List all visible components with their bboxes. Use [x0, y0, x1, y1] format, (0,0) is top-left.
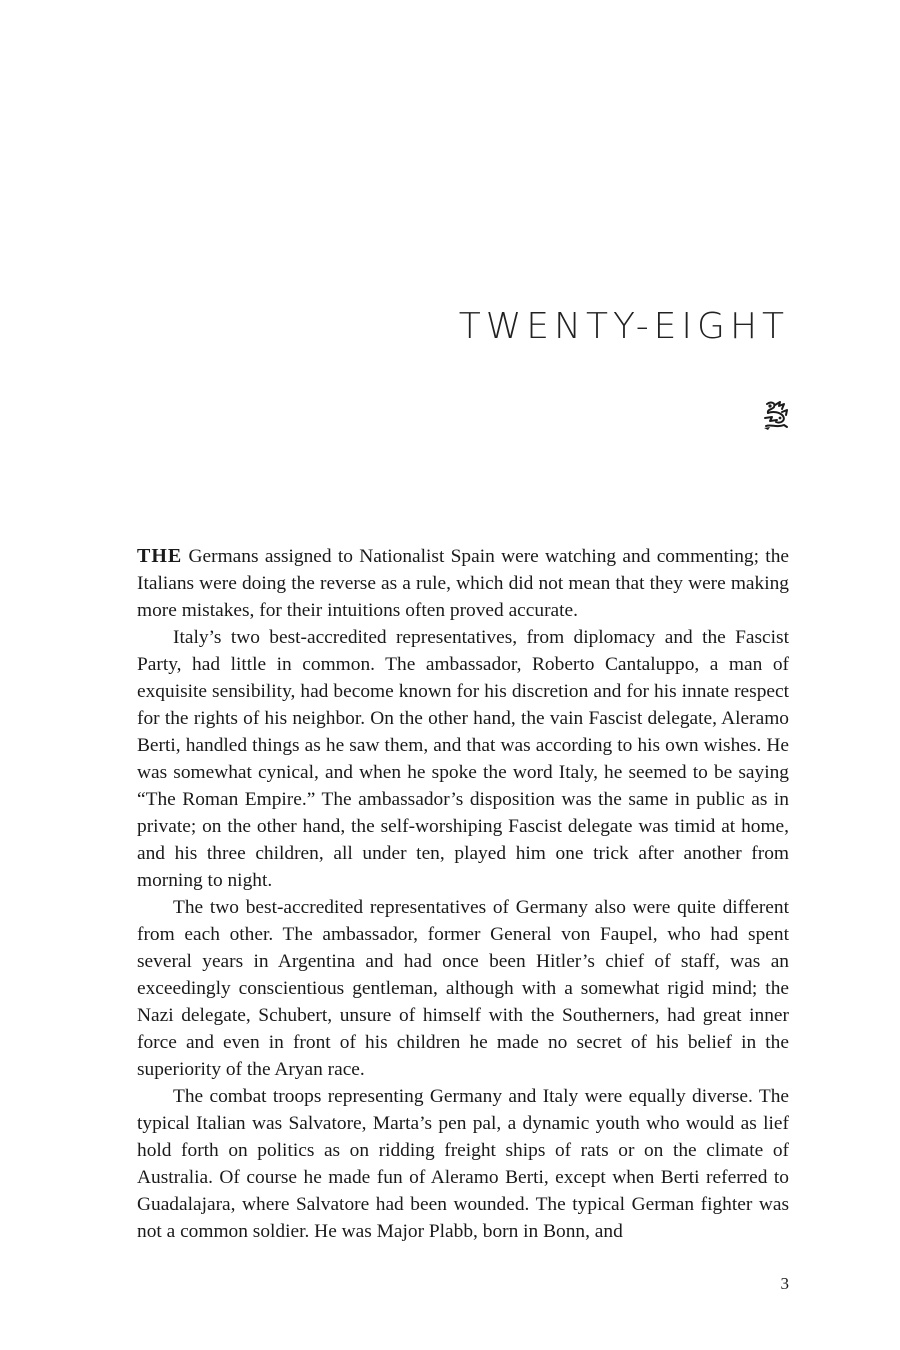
paragraph-1-text: Germans assigned to Nationalist Spain were watching and commenting; the Italians were doing the reverse as a rule, which did not mean that they were making more mistakes, for their intuitions often proved accurate. [137, 546, 789, 621]
paragraph-1 [137, 543, 789, 624]
page-number: 3 [780, 1274, 789, 1293]
chapter-title: TWENTY-EIGHT [458, 306, 789, 347]
paragraph-2: Italy’s two best-accredited representatives, from diplomacy and the Fascist Party, had little in common. The ambassador, Roberto Cantaluppo, a man of exquisite sensibility, had become known for his discretion and for his innate respect for the rights of his neighbor. On the other hand, the vain Fascist delegate, Aleramo Berti, handled things as he saw them, and that was according to his own wishes. He was somewhat cynical, and when he spoke the word Italy, he seemed to be saying “The Roman Empire.” The ambassador’s disposition was the same in public as in private; on the other hand, the self-worshiping Fascist delegate was timid at home, and his three children, all under ten, played him one trick after another from morning to night. [137, 627, 789, 891]
paragraph-3: The two best-accredited representatives of Germany also were quite different from each other. The ambassador, former General von Faupel, who had spent several years in Argentina and had once been Hitler’s chief of staff, was an exceedingly conscientious gentleman, although with a somewhat rigid mind; the Nazi delegate, Schubert, unsure of himself with the Southerners, had great inner force and even in front of his children he made no secret of his belief in the superiority of the Aryan race. [137, 897, 789, 1080]
paragraph-4: The combat troops representing Germany and Italy were equally diverse. The typical Italian was Salvatore, Marta’s pen pal, a dynamic youth who would as lief hold forth on politics as on ridding freight ships of rats or on the climate of Australia. Of course he made fun of Aleramo Berti, except when Berti referred to Guadalajara, where Salvatore had been wounded. The typical German fighter was not a common soldier. He was Major Plabb, born in Bonn, and [137, 1086, 789, 1242]
lead-in-words: THE [137, 545, 183, 567]
heraldic-dragon-ornament-icon [762, 400, 790, 430]
chapter-body [137, 543, 789, 1245]
